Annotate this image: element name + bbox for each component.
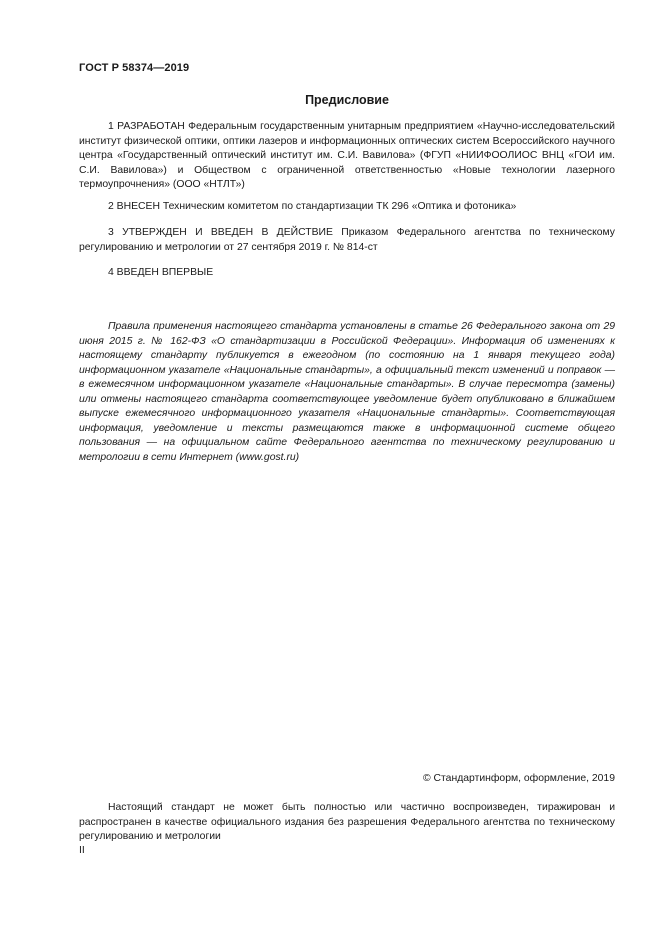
preface-item-4: 4 ВВЕДЕН ВПЕРВЫЕ <box>108 267 214 278</box>
page-number: II <box>79 845 85 856</box>
reproduction-notice: Настоящий стандарт не может быть полностью или частично воспроизведен, тиражирован и распространен в качестве официального издания без разрешения Федерального агентства по техническому регулированию и метрологии <box>79 802 615 842</box>
preface-item-1: 1 РАЗРАБОТАН Федеральным государственным унитарным предприятием «Научно-исследовательский институт физической оптики, оптики лазеров и информационных оптических систем Всероссийского научного центра «Государственный оптический институт им. С.И. Вавилова» (ФГУП «НИИФООЛИОС ВНЦ «ГОИ им. С.И. Вавилова») и Обществом с ограниченной ответственностью «Новые технологии лазерного термоупрочнения» (ООО «НТЛТ») <box>79 121 615 190</box>
page-title: Предисловие <box>305 93 389 107</box>
preface-item-2: 2 ВНЕСЕН Техническим комитетом по стандартизации ТК 296 «Оптика и фотоника» <box>108 201 517 212</box>
application-rules-notice: Правила применения настоящего стандарта установлены в статье 26 Федерального закона от 29 июня 2015 г. № 162-ФЗ «О стандартизации в Российской Федерации». Информация об изменениях к настоящему стандарту публикуется в ежегодном (по состоянию на 1 января текущего года) информационном указателе «Национальные стандарты», а официальный текст изменений и поправок — в ежемесячном информационном указателе «Национальные стандарты». В случае пересмотра (замены) или отмены настоящего стандарта соответствующее уведомление будет опубликовано в ближайшем выпуске ежемесячного информационного указателя «Национальные стандарты». Соответствующая информация, уведомление и тексты размещаются также в информационной системе общего пользования — на официальном сайте Федерального агентства по техническому регулированию и метрологии в сети Интернет (www.gost.ru) <box>79 321 615 463</box>
preface-item-3: 3 УТВЕРЖДЕН И ВВЕДЕН В ДЕЙСТВИЕ Приказом Федерального агентства по техническому регулированию и метрологии от 27 сентября 2019 г. № 814-ст <box>79 227 615 253</box>
standard-id-header: ГОСТ Р 58374—2019 <box>79 62 190 74</box>
copyright-line: © Стандартинформ, оформление, 2019 <box>422 773 615 784</box>
